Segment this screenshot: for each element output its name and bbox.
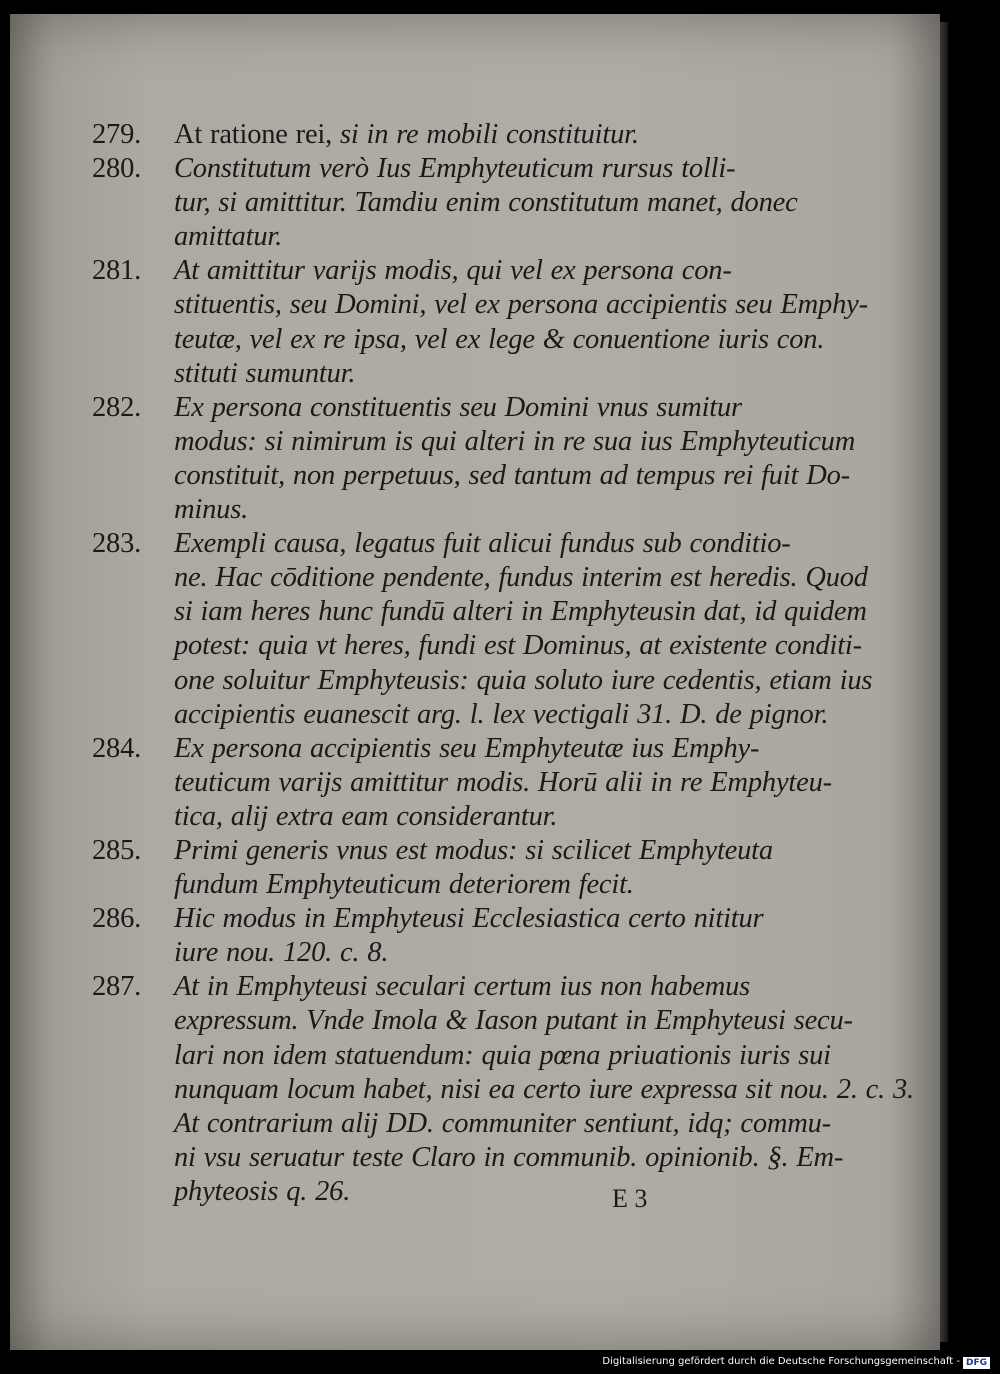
text-line [92, 561, 868, 595]
line-text: tica, alij extra eam considerantur. [174, 800, 558, 832]
line-text: stituti sumuntur. [174, 357, 356, 389]
signature-mark: E 3 [612, 1184, 648, 1213]
line-text: fundum Emphyteuticum deteriorem fecit. [174, 869, 634, 901]
line-text: Constitutum verò Ius Emphyteuticum rursus tolli- [174, 153, 736, 185]
book-page [10, 14, 940, 1350]
line-text: tur, si amittitur. Tamdiu enim constitutum manet, donec [174, 187, 798, 219]
line-text: At in Emphyteusi seculari certum ius non habemus [174, 971, 751, 1003]
line-text: accipientis euanescit arg. l. lex vectigali 31. D. de pignor. [174, 698, 829, 730]
text-line [92, 800, 772, 834]
line-text: minus. [174, 494, 249, 526]
line-text: potest: quia vt heres, fundi est Dominus, at existente conditi- [174, 630, 862, 662]
text-line [92, 118, 772, 152]
line-text: teuticum varijs amittitur modis. Horū alii in re Emphyteu- [174, 766, 832, 798]
paragraph-number: 284. [92, 732, 142, 764]
text-line [92, 1004, 853, 1038]
line-text-roman: At ratione rei, [174, 119, 340, 150]
page-edge-shadow [940, 22, 948, 1342]
text-line [92, 288, 868, 322]
line-text: At amittitur varijs modis, qui vel ex persona con- [174, 255, 732, 287]
text-line [92, 834, 772, 868]
line-text: iure nou. 120. c. 8. [174, 937, 389, 969]
text-line [92, 323, 825, 357]
line-text: amittatur. [174, 221, 283, 253]
funding-notice: Digitalisierung gefördert durch die Deutsche Forschungsgemeinschaft - [602, 1356, 960, 1367]
text-line [92, 732, 772, 766]
paragraph-number: 283. [92, 528, 142, 560]
line-text: At contrarium alij DD. communiter sentiunt, idq; commu- [174, 1107, 831, 1139]
paragraph-number: 279. [92, 119, 142, 150]
paragraph-number: 281. [92, 255, 142, 287]
line-text: si iam heres hunc fundū alteri in Emphyteusin dat, id quidem [174, 596, 867, 628]
line-text: Exempli causa, legatus fuit alicui fundus sub conditio- [174, 528, 791, 560]
text-line [92, 357, 772, 391]
dfg-logo: DFG [963, 1357, 990, 1369]
line-text: lari non idem statuendum: quia pœna priuationis iuris sui [174, 1039, 831, 1071]
paragraph-number: 280. [92, 153, 142, 185]
text-line [92, 186, 798, 220]
text-line [92, 698, 829, 732]
line-text: nunquam locum habet, nisi ea certo iure expressa sit nou. 2. c. 3. [174, 1073, 914, 1105]
text-line [92, 1107, 831, 1141]
line-text: Hic modus in Emphyteusi Ecclesiastica certo nititur [174, 903, 764, 935]
line-text: phyteosis q. 26. [174, 1175, 351, 1207]
line-text: expressum. Vnde Imola & Iason putant in Emphyteusi secu- [174, 1005, 853, 1037]
text-line [92, 1175, 772, 1209]
paragraph-number: 285. [92, 834, 142, 866]
text-line [92, 1039, 831, 1073]
text-line [92, 493, 772, 527]
text-line [92, 425, 856, 459]
text-line [92, 936, 772, 970]
text-line [92, 902, 772, 936]
text-line [92, 391, 772, 425]
line-text: teutæ, vel ex re ipsa, vel ex lege & conuentione iuris con. [174, 323, 825, 355]
line-text: ni vsu seruatur teste Claro in communib. opinionib. §. Em- [174, 1141, 844, 1173]
text-line [92, 459, 850, 493]
text-line [92, 766, 832, 800]
line-text: Primi generis vnus est modus: si scilicet Emphyteuta [174, 834, 773, 866]
text-line [92, 254, 772, 288]
line-text: modus: si nimirum is qui alteri in re sua ius Emphyteuticum [174, 425, 856, 457]
text-line [92, 220, 772, 254]
text-line [92, 527, 791, 561]
text-line [92, 629, 862, 663]
text-line [92, 970, 772, 1004]
paragraph-number: 286. [92, 903, 142, 935]
text-line [92, 1141, 844, 1175]
line-text: constituit, non perpetuus, sed tantum ad tempus rei fuit Do- [174, 459, 850, 491]
text-line [92, 868, 772, 902]
line-text: ne. Hac cōditione pendente, fundus interim est heredis. Quod [174, 562, 868, 594]
paragraph-number: 287. [92, 971, 142, 1003]
line-text: Ex persona constituentis seu Domini vnus sumitur [174, 391, 742, 423]
line-text: stituentis, seu Domini, vel ex persona accipientis seu Emphy- [174, 289, 868, 321]
text-line [92, 595, 867, 629]
line-text: Ex persona accipientis seu Emphyteutæ ius Emphy- [174, 732, 760, 764]
text-line [92, 1073, 914, 1107]
page-text-block [92, 118, 914, 1209]
line-text: one soluitur Emphyteusis: quia soluto iure cedentis, etiam ius [174, 664, 873, 696]
text-line [92, 152, 772, 186]
paragraph-number: 282. [92, 391, 142, 423]
text-line [92, 664, 873, 698]
line-text-italic: si in re mobili constituitur. [340, 119, 639, 150]
